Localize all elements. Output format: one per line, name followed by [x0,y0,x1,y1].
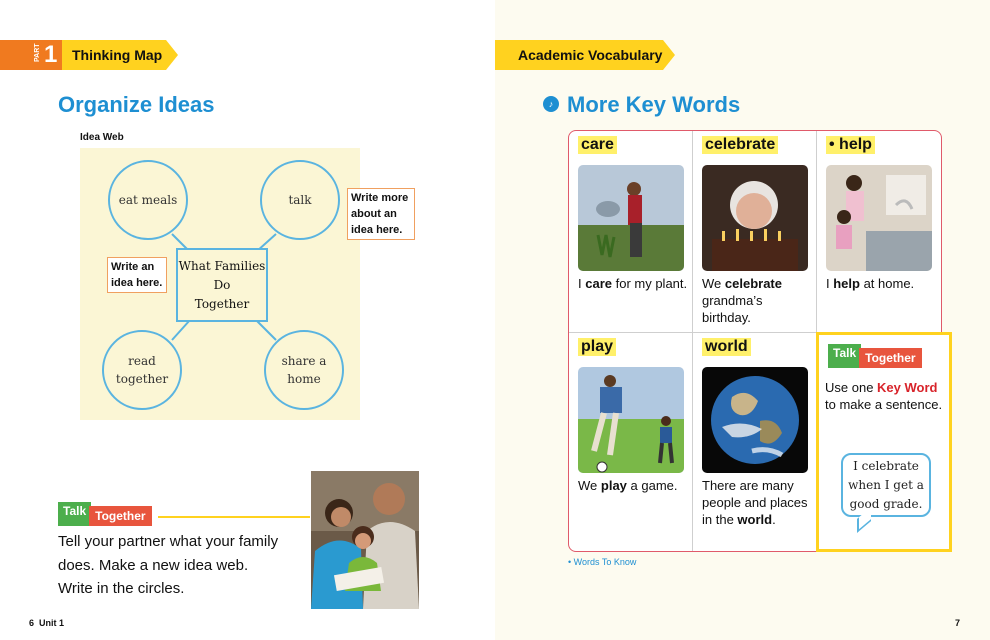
callout-left-line-2: idea here. [111,277,163,289]
vocab-word: play [578,338,616,356]
together-label-right: Together [859,348,921,368]
vocab-word: celebrate [702,136,778,154]
callout-left-line-1: Write an [111,261,155,273]
vocab-card-help [817,131,941,333]
vocab-card-celebrate [693,131,817,333]
bubble-read-together: read together [102,330,182,410]
words-to-know-note: • Words To Know [568,557,637,567]
part-tab [0,40,62,70]
earth-photo [702,367,808,473]
speaker-icon[interactable]: ♪ [543,96,559,112]
page-number-left: 6 [29,618,35,628]
talk-label-right: Talk [828,344,861,368]
soccer-photo [578,367,684,473]
speech-line-2: when I get a [848,478,924,492]
vocab-card-play [569,333,693,551]
vocab-card-care [569,131,693,333]
talk-text-line-1: Tell your partner what your family [58,533,279,550]
vocab-sentence: We play a game. [578,478,678,493]
bubble-talk: talk [260,160,340,240]
vocab-sentence: We celebrate grandma’s birthday. [702,276,782,325]
key-words-title: More Key Words [567,92,741,117]
speech-bubble [841,453,931,517]
speech-line-1: I celebrate [853,459,919,473]
part-number: 1 [44,41,58,68]
vocab-word: • help [826,136,875,154]
thinking-map-banner [62,40,166,70]
center-topic-box [176,248,268,322]
birthday-cake-photo [702,165,808,271]
callout-write-an-idea [107,257,167,293]
center-line-2: Do [213,277,231,292]
talk-together-badge-right [828,344,922,368]
idea-web-label: Idea Web [80,132,124,143]
talk-label: Talk [58,502,91,526]
talk-text-line-3: Write in the circles. [58,580,185,597]
vocab-sentence: I help at home. [826,276,915,291]
talk-together-text [58,530,308,601]
banner-label: Thinking Map [72,47,163,63]
part-label: PART [34,43,41,62]
banner-label-right: Academic Vocabulary [518,47,663,63]
bubble-eat-meals: eat meals [108,160,188,240]
bubble-share-a-home: share a home [264,330,344,410]
talk-together-badge [58,502,152,526]
vocab-card-world [693,333,817,551]
center-line-1: What Families [178,258,266,273]
talk-together-instruction: Use one Key Word to make a sentence. [825,380,943,412]
center-line-3: Together [194,296,250,311]
together-label: Together [89,506,151,526]
talk-text-line-2: does. Make a new idea web. [58,556,249,574]
watering-plants-photo [578,165,684,271]
talk-together-box [816,332,952,552]
callout-right-line-2: about an [351,208,397,220]
speech-line-3: good grade. [849,497,923,511]
talk-divider [158,516,310,518]
family-photo [311,471,419,609]
footer-left [29,618,64,628]
academic-vocabulary-banner [495,40,663,70]
vocab-word: world [702,338,751,356]
vocab-sentence: There are many people and places in the world. [702,478,808,527]
callout-write-more [347,188,415,240]
footer-unit: Unit 1 [39,618,65,628]
page-title: Organize Ideas [58,92,215,117]
callout-right-line-1: Write more [351,192,409,204]
vocab-word: care [578,136,617,154]
vocab-sentence: I care for my plant. [578,276,688,291]
callout-right-line-3: idea here. [351,224,403,236]
page-number-right: 7 [955,618,961,628]
washing-dishes-photo [826,165,932,271]
